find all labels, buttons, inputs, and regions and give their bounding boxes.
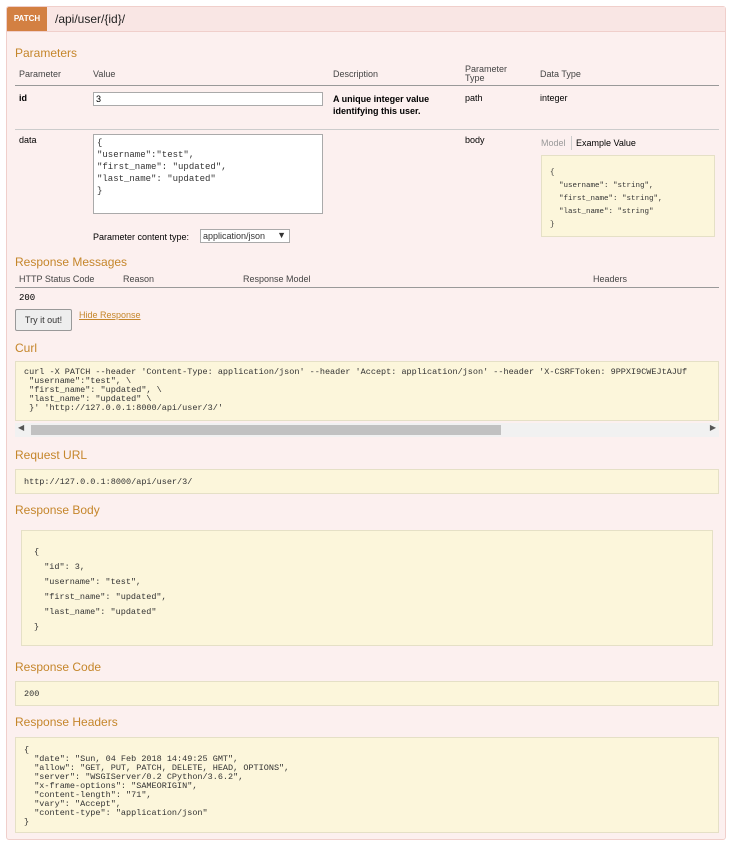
scroll-left-icon[interactable]: ◀: [18, 423, 25, 432]
response-body-box[interactable]: { "id": 3, "username": "test", "first_name": "updated", "last_name": "updated" }: [21, 530, 713, 646]
curl-scrollbar[interactable]: [15, 423, 719, 437]
request-url-title: Request URL: [15, 448, 88, 462]
response-code-title: Response Code: [15, 660, 102, 674]
response-headers-title: Response Headers: [15, 715, 118, 729]
curl-title: Curl: [15, 341, 38, 355]
curl-box[interactable]: curl -X PATCH --header 'Content-Type: application/json' --header 'Accept: application/json' --header 'X-CSRFToken: 9PPXI9CWEJtAJUf "username":"test", \ "first_name": "updated", \ "last_name": "updated" \ }' 'http://127.0.0.1:8000/api/user/3/': [15, 361, 719, 421]
param-id-type: path: [465, 93, 483, 103]
param-id-description: [333, 93, 429, 117]
example-value-tab[interactable]: Example Value: [576, 138, 636, 148]
method-badge[interactable]: PATCH: [7, 7, 47, 31]
param-id-description-line2: identifying this user.: [333, 106, 421, 116]
response-code-box[interactable]: 200: [15, 681, 719, 706]
col-parameter: Parameter: [19, 69, 62, 79]
model-tab[interactable]: Model: [541, 138, 566, 148]
response-messages-title: Response Messages: [15, 255, 128, 269]
endpoint-path[interactable]: /api/user/{id}/: [55, 12, 126, 26]
request-url-box[interactable]: http://127.0.0.1:8000/api/user/3/: [15, 469, 719, 494]
col-headers: Headers: [593, 274, 628, 284]
scroll-right-icon[interactable]: ▶: [709, 423, 716, 432]
content-type-select[interactable]: [200, 229, 290, 243]
content-type-label: Parameter content type:: [93, 232, 190, 242]
response-headers-box[interactable]: { "date": "Sun, 04 Feb 2018 14:49:25 GMT", "allow": "GET, PUT, PATCH, DELETE, HEAD, OPTIONS", "server": "WSGIServer/0.2 CPython/3.6.2", "x-frame-options": "SAMEORIGIN", "content-length": "71", "vary": "Accept", "content-type": "application/json" }: [15, 737, 719, 833]
col-description: Description: [333, 69, 379, 79]
chevron-down-icon: ▼: [277, 230, 286, 240]
col-value: Value: [93, 69, 116, 79]
example-value-box[interactable]: { "username": "string", "first_name": "string", "last_name": "string" }: [541, 155, 715, 237]
operation-header[interactable]: [7, 7, 725, 32]
header-divider: [15, 85, 719, 86]
col-status: HTTP Status Code: [19, 274, 95, 284]
tab-divider: [571, 136, 572, 150]
row-divider: [15, 129, 719, 130]
id-input[interactable]: [93, 92, 323, 106]
response-body-title: Response Body: [15, 503, 100, 517]
hide-response-link[interactable]: Hide Response: [79, 310, 141, 320]
param-data-name: data: [19, 135, 37, 145]
try-it-out-button[interactable]: Try it out!: [15, 309, 72, 331]
col-parameter-type-line2: Type: [465, 73, 485, 83]
col-parameter-type: [465, 65, 507, 83]
col-parameter-type-line1: Parameter: [465, 64, 508, 74]
response-status-200: 200: [19, 293, 36, 303]
param-data-type: body: [465, 135, 485, 145]
col-response-model: Response Model: [243, 274, 311, 284]
param-id-name: id: [19, 93, 27, 103]
param-id-description-line1: A unique integer value: [333, 94, 430, 104]
data-textarea[interactable]: { "username":"test", "first_name": "updated", "last_name": "updated" }: [93, 134, 323, 214]
content-type-value: application/json: [203, 231, 266, 241]
parameters-title: Parameters: [15, 46, 78, 60]
col-data-type: Data Type: [540, 69, 581, 79]
scrollbar-thumb[interactable]: [31, 425, 501, 435]
param-id-data-type: integer: [540, 93, 568, 103]
operation-panel: [6, 6, 726, 840]
response-header-divider: [15, 287, 719, 288]
col-reason: Reason: [123, 274, 155, 284]
